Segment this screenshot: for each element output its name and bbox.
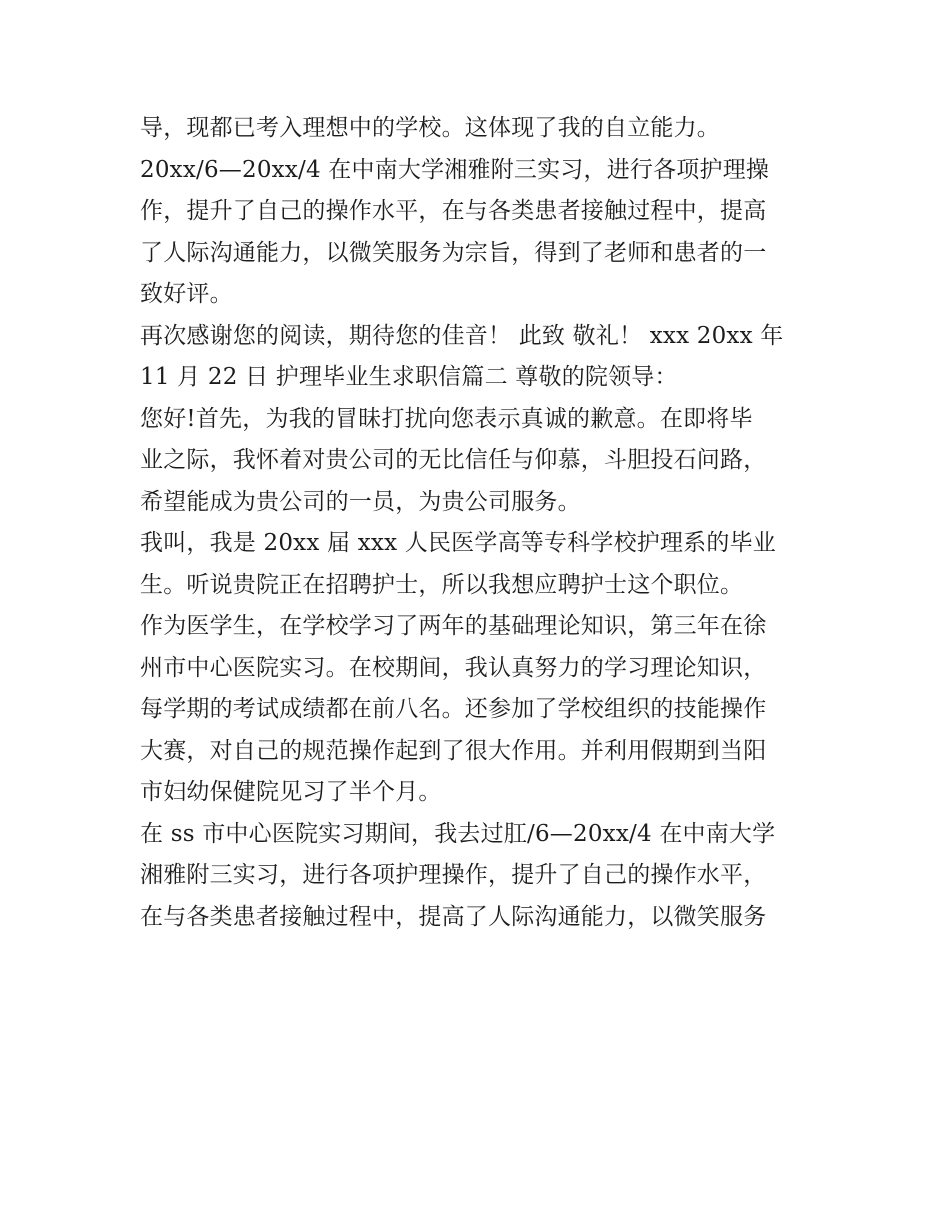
text-line: 业之际，我怀着对贵公司的无比信任与仰慕，斗胆投石问路， (140, 447, 767, 473)
text-line: 每学期的考试成绩都在前八名。还参加了学校组织的技能操作 (140, 696, 767, 722)
text-line: 市妇幼保健院见习了半个月。 (140, 779, 442, 805)
text-line: 作，提升了自己的操作水平，在与各类患者接触过程中，提高 (140, 198, 767, 224)
text-line: 湘雅附三实习，进行各项护理操作，提升了自己的操作水平， (140, 862, 767, 888)
text-line: 州市中心医院实习。在校期间，我认真努力的学习理论知识， (140, 654, 767, 681)
text-line: 导，现都已考入理想中的学校。这体现了我的自立能力。 (140, 115, 720, 141)
text-line: 您好!首先，为我的冒昧打扰向您表示真诚的歉意。在即将毕 (140, 405, 753, 432)
text-line: 作为医学生，在学校学习了两年的基础理论知识，第三年在徐 (140, 613, 767, 639)
text-line: 在 ss 市中心医院实习期间，我去过肛/6—20xx/4 在中南大学 (140, 820, 776, 847)
text-line: 20xx/6—20xx/4 在中南大学湘雅附三实习，进行各项护理操 (140, 156, 770, 183)
text-line: 再次感谢您的阅读，期待您的佳音！ 此致 敬礼！ xxx 20xx 年 (140, 322, 784, 349)
text-line: 希望能成为贵公司的一员，为贵公司服务。 (140, 488, 581, 515)
document-body (140, 108, 820, 938)
text-line: 了人际沟通能力，以微笑服务为宗旨，得到了老师和患者的一 (140, 239, 767, 266)
text-line: 我叫，我是 20xx 届 xxx 人民医学高等专科学校护理系的毕业 (140, 530, 776, 556)
text-line: 大赛，对自己的规范操作起到了很大作用。并利用假期到当阳 (140, 737, 767, 764)
text-line: 致好评。 (140, 281, 233, 307)
text-line: 11 月 22 日 护理毕业生求职信篇二 尊敬的院领导： (140, 364, 678, 390)
text-line: 在与各类患者接触过程中，提高了人际沟通能力，以微笑服务 (140, 903, 767, 930)
text-line: 生。听说贵院正在招聘护士，所以我想应聘护士这个职位。 (140, 571, 744, 598)
